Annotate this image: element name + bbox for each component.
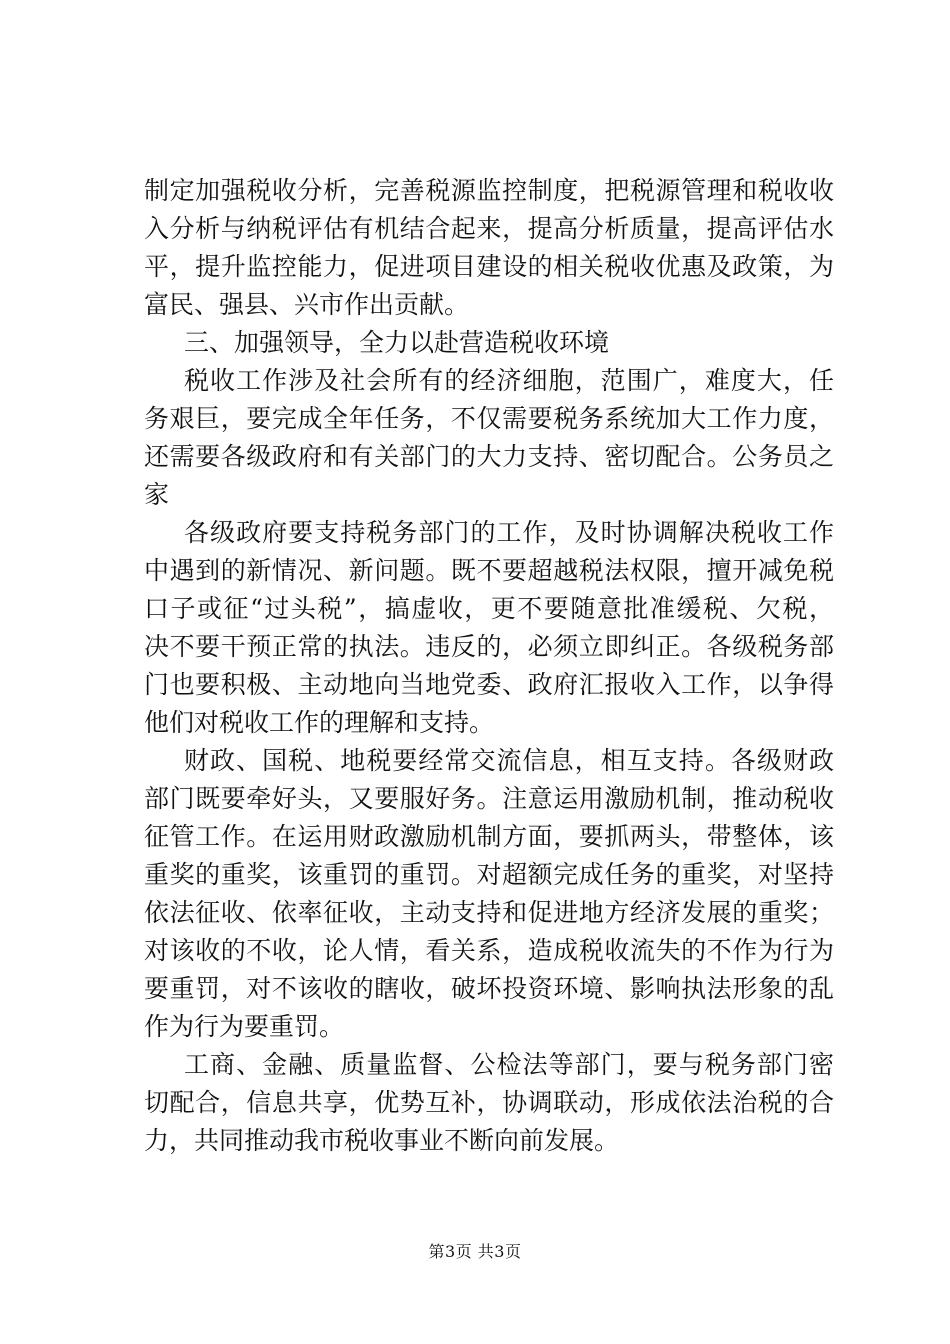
text-line: 要重罚，对不该收的瞎收，破坏投资环境、影响执法形象的乱 — [144, 974, 834, 1003]
text-line: 征管工作。在运用财政激励机制方面，要抓两头，带整体，该 — [144, 822, 834, 851]
text-line: 门也要积极、主动地向当地党委、政府汇报收入工作，以争得 — [144, 670, 834, 699]
text-line: 家 — [144, 480, 170, 509]
text-line: 税收工作涉及社会所有的经济细胞，范围广，难度大，任 — [184, 366, 834, 395]
section-heading: 三、加强领导，全力以赴营造税收环境 — [184, 328, 610, 357]
text-line: 务艰巨，要完成全年任务，不仅需要税务系统加大工作力度， — [144, 404, 834, 433]
page-footer: 第3页 共3页 — [428, 1242, 522, 1261]
text-line: 各级政府要支持税务部门的工作，及时协调解决税收工作 — [184, 518, 834, 547]
text-line: 作为行为要重罚。 — [144, 1012, 345, 1041]
text-line: 制定加强税收分析，完善税源监控制度，把税源管理和税收收 — [144, 176, 834, 205]
text-line: 切配合，信息共享，优势互补，协调联动，形成依法治税的合 — [144, 1088, 834, 1117]
text-line: 中遇到的新情况、新问题。既不要超越税法权限，擅开减免税 — [144, 556, 834, 585]
text-line: 力，共同推动我市税收事业不断向前发展。 — [144, 1126, 620, 1155]
text-line: 富民、强县、兴市作出贡献。 — [144, 290, 470, 319]
text-line: 对该收的不收，论人情，看关系，造成税收流失的不作为行为 — [144, 936, 834, 965]
text-line: 入分析与纳税评估有机结合起来，提高分析质量，提高评估水 — [144, 214, 834, 243]
text-line: 部门既要牵好头，又要服好务。注意运用激励机制，推动税收 — [144, 784, 834, 813]
text-line: 口子或征“过头税”，搞虚收，更不要随意批准缓税、欠税， — [144, 594, 834, 623]
text-line: 依法征收、依率征收，主动支持和促进地方经济发展的重奖； — [144, 898, 834, 927]
document-body — [144, 172, 834, 1160]
text-line: 决不要干预正常的执法。违反的，必须立即纠正。各级税务部 — [144, 632, 834, 661]
text-line: 平，提升监控能力，促进项目建设的相关税收优惠及政策，为 — [144, 252, 834, 281]
text-line: 他们对税收工作的理解和支持。 — [144, 708, 495, 737]
text-line: 还需要各级政府和有关部门的大力支持、密切配合。公务员之 — [144, 442, 834, 471]
text-line: 重奖的重奖，该重罚的重罚。对超额完成任务的重奖，对坚持 — [144, 860, 834, 889]
text-line: 工商、金融、质量监督、公检法等部门，要与税务部门密 — [184, 1050, 834, 1079]
text-line: 财政、国税、地税要经常交流信息，相互支持。各级财政 — [184, 746, 834, 775]
